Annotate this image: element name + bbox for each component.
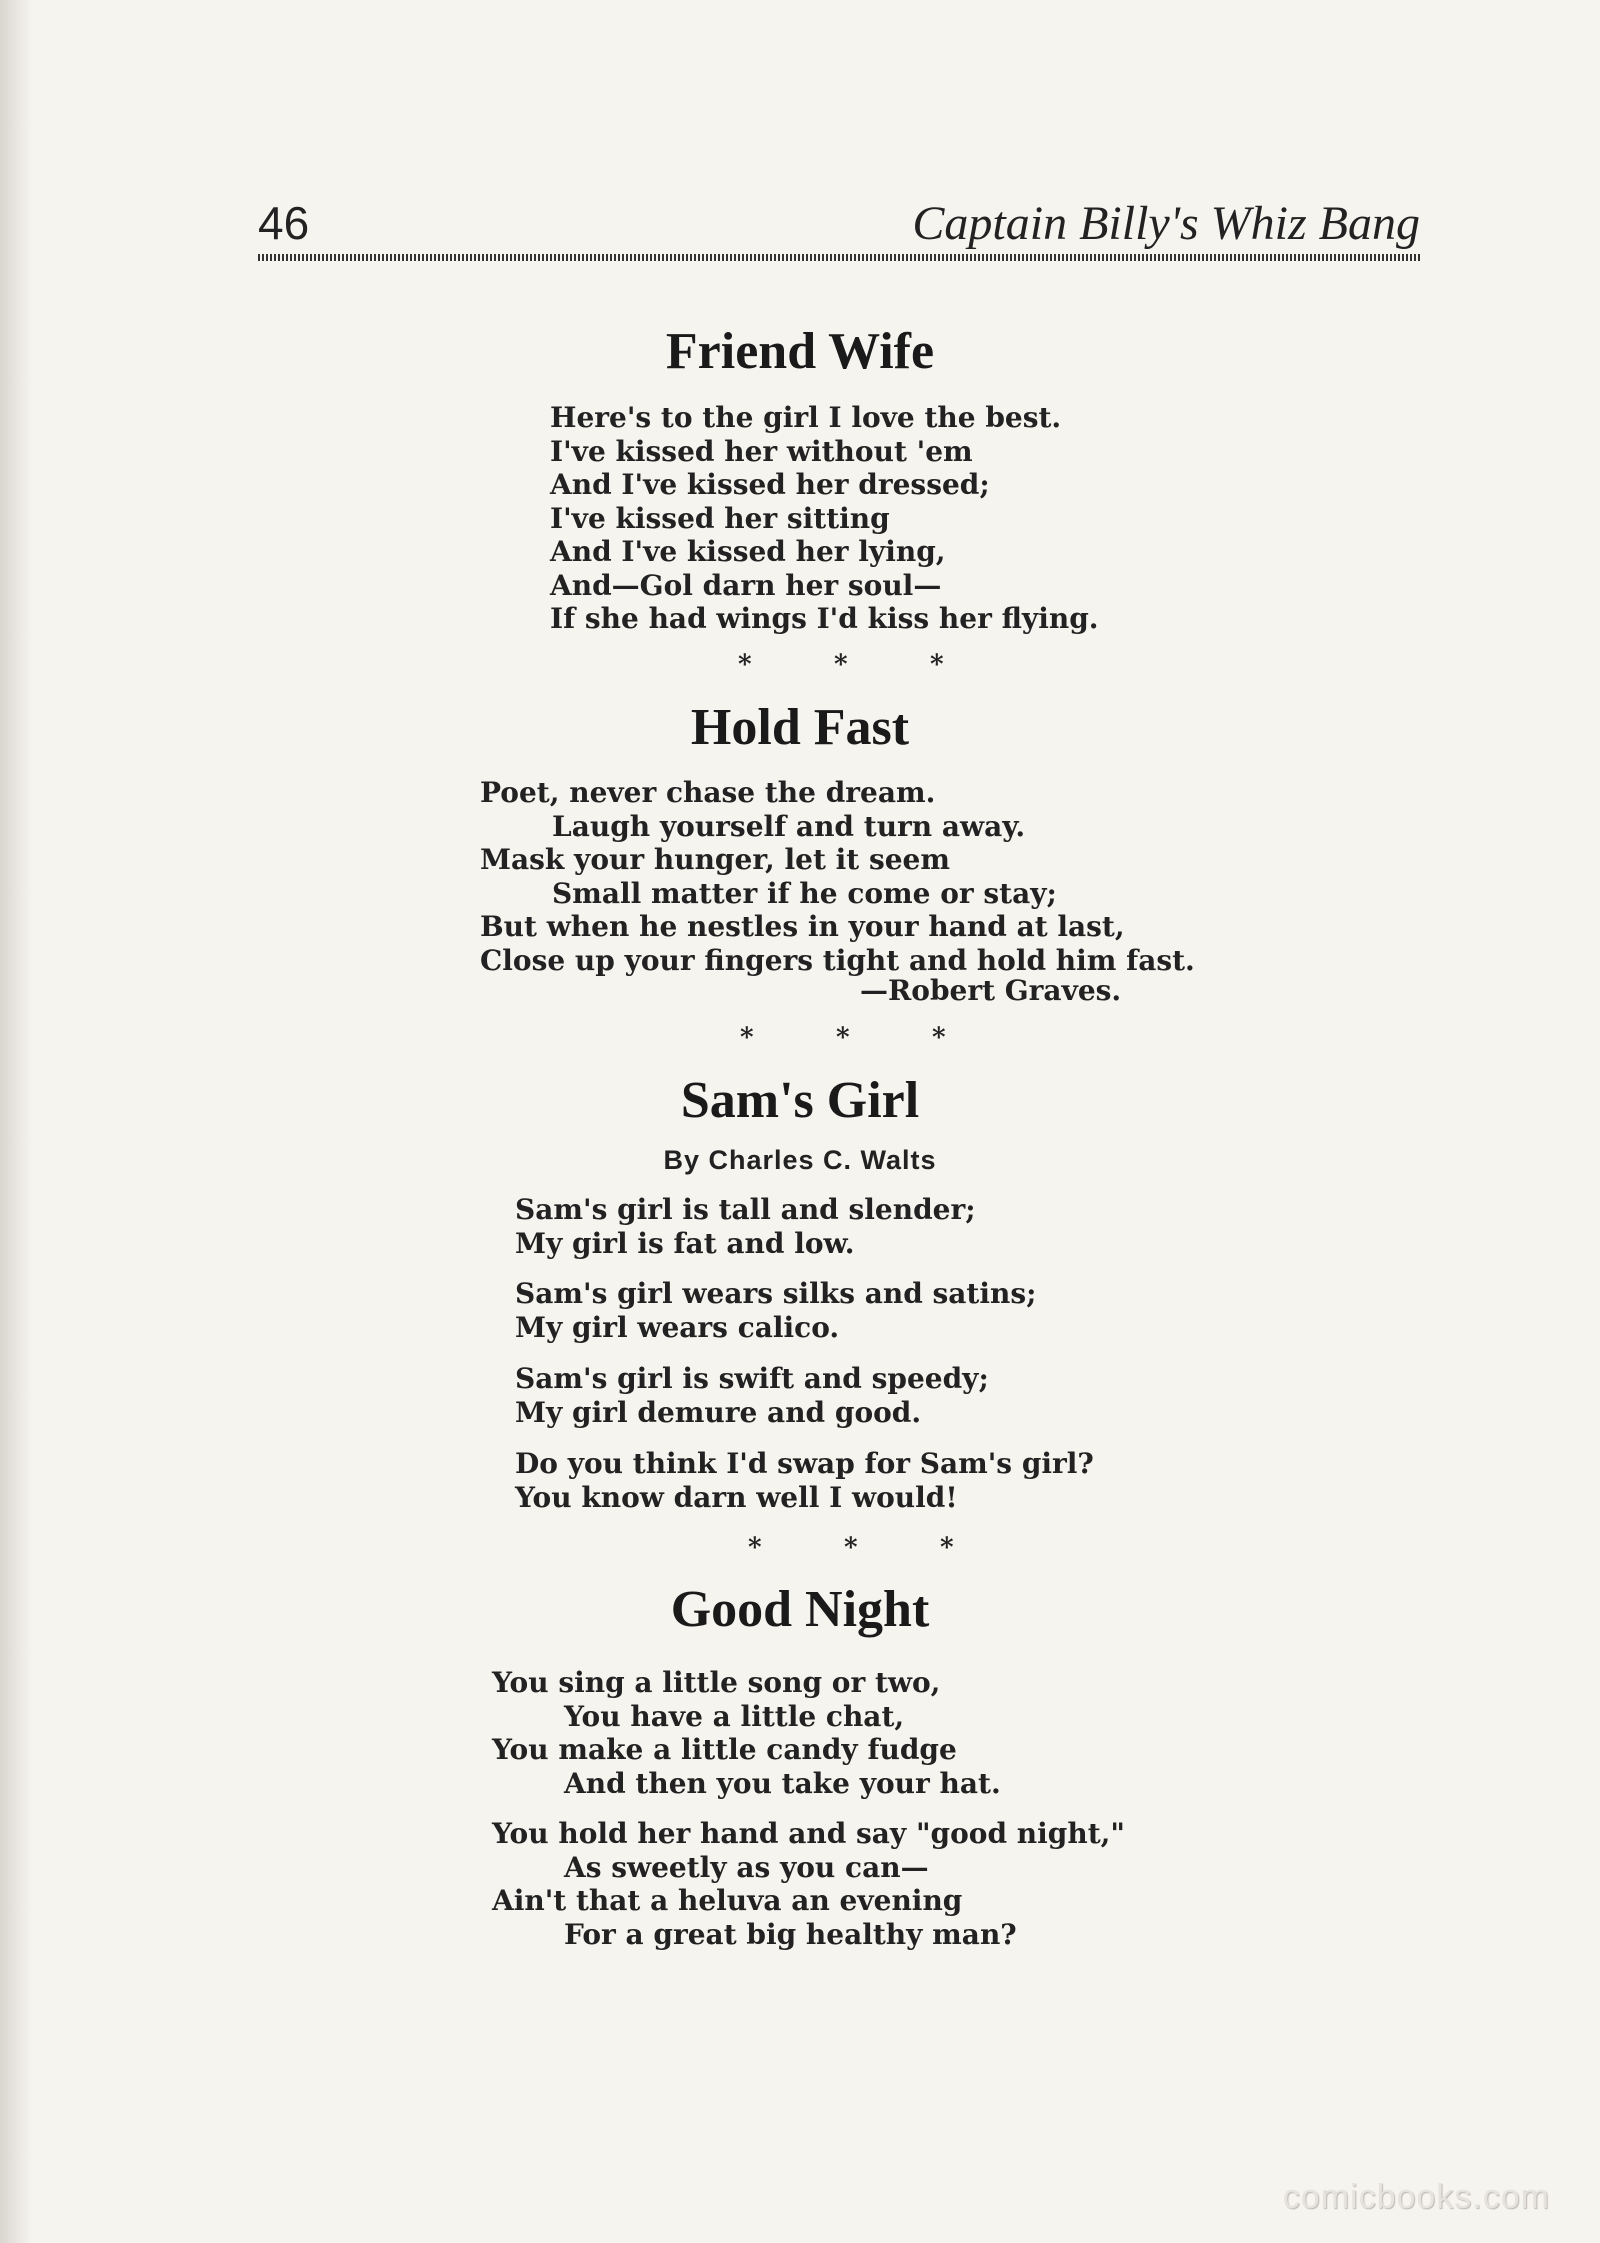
page-header [258, 192, 1420, 262]
page-number: 46 [258, 197, 310, 249]
poem-line: I've kissed her without 'em [550, 434, 973, 468]
separator-asterisk: * [932, 1023, 946, 1053]
poem-stanza [515, 1447, 1094, 1514]
poem-line: My girl wears calico. [515, 1310, 840, 1344]
poem-line: You have a little chat, [564, 1699, 905, 1733]
poem-title-friend-wife: Friend Wife [665, 323, 935, 380]
poem-stanza [515, 1362, 989, 1429]
poem-attribution: —Robert Graves. [860, 974, 1122, 1007]
separator-asterisk: * [940, 1533, 954, 1563]
poem-line: If she had wings I'd kiss her flying. [550, 602, 1099, 635]
poem-line: And I've kissed her lying, [550, 535, 946, 568]
poem-line: You make a little candy fudge [492, 1733, 957, 1766]
poem-line: Sam's girl is swift and speedy; [515, 1362, 989, 1395]
watermark: comicbooks.com [1282, 2178, 1550, 2216]
section-separator [748, 1533, 1036, 1563]
poem-line: Poet, never chase the dream. [480, 776, 936, 809]
poem-line: Here's to the girl I love the best. [550, 401, 1062, 434]
poem-stanza [492, 1666, 1001, 1800]
poem-hold-fast-stanza [480, 776, 1195, 977]
poem-line: And—Gol darn her soul— [550, 568, 942, 602]
poem-title-good-night: Good Night [670, 1581, 930, 1638]
separator-asterisk: * [930, 650, 944, 680]
separator-asterisk: * [834, 650, 848, 680]
separator-asterisk: * [738, 650, 752, 680]
poem-line: You hold her hand and say "good night," [492, 1817, 1125, 1850]
separator-asterisk: * [836, 1023, 850, 1053]
poem-line: Laugh yourself and turn away. [552, 809, 1026, 843]
poem-title-hold-fast: Hold Fast [690, 699, 910, 756]
poem-line: Mask your hunger, let it seem [480, 843, 950, 876]
poem-byline: By Charles C. Walts [663, 1145, 937, 1175]
poem-line: I've kissed her sitting [550, 501, 890, 535]
section-separator [738, 650, 1026, 680]
running-title: Captain Billy's Whiz Bang [912, 197, 1420, 250]
section-separator [740, 1023, 1028, 1053]
poem-stanza [515, 1277, 1036, 1344]
poem-line: Small matter if he come or stay; [552, 876, 1057, 910]
poem-line: Sam's girl is tall and slender; [515, 1193, 976, 1226]
poem-line: Do you think I'd swap for Sam's girl? [515, 1447, 1094, 1480]
poem-stanza [492, 1817, 1125, 1951]
poem-stanza [515, 1193, 976, 1260]
poem-line: As sweetly as you can— [564, 1850, 929, 1884]
separator-asterisk: * [740, 1023, 754, 1053]
poem-line: But when he nestles in your hand at last, [480, 910, 1125, 943]
poem-line: And then you take your hat. [564, 1766, 1001, 1800]
separator-asterisk: * [748, 1533, 762, 1563]
header-rule [258, 254, 1420, 261]
separator-asterisk: * [844, 1533, 858, 1563]
poem-friend-wife-stanza [550, 401, 1099, 636]
poem-line: Close up your fingers tight and hold him fast. [480, 943, 1195, 977]
poem-line: Sam's girl wears silks and satins; [515, 1277, 1037, 1310]
poem-line: My girl demure and good. [515, 1395, 922, 1429]
poem-line: You sing a little song or two, [492, 1666, 941, 1699]
poem-line: My girl is fat and low. [515, 1226, 855, 1260]
poem-line: And I've kissed her dressed; [550, 468, 990, 501]
poem-line: For a great big healthy man? [564, 1917, 1017, 1951]
poem-title-sams-girl: Sam's Girl [680, 1072, 920, 1129]
poem-line: You know darn well I would! [515, 1480, 958, 1514]
poem-line: Ain't that a heluva an evening [492, 1884, 963, 1917]
